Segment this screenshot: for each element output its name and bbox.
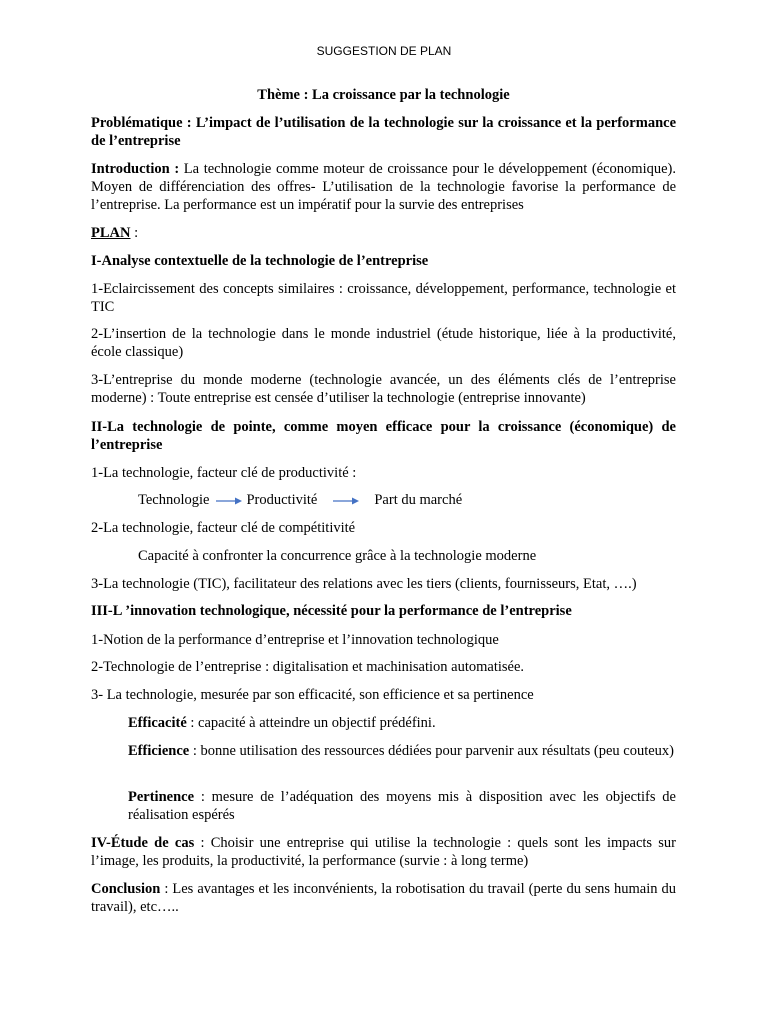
introduction-paragraph: [91, 160, 676, 214]
flow-step-technologie: Technologie: [138, 492, 210, 508]
part1-item-1: 1-Eclaircissement des concepts similaires : croissance, développement, performance, technologie et TIC: [91, 281, 676, 315]
part4-text: : Choisir une entreprise qui utilise la technologie : quels sont les impacts sur l’image, les produits, la productivité, la performance (survie : à long terme): [91, 835, 676, 869]
definition-pertinence: [128, 788, 676, 824]
part2-item-1: 1-La technologie, facteur clé de productivité :: [91, 465, 357, 481]
definition-text: : mesure de l’adéquation des moyens mis à disposition avec les objectifs de réalisation espérés: [128, 789, 676, 823]
introduction-label: Introduction :: [91, 161, 180, 177]
part2-title: [91, 418, 676, 454]
definition-efficience: [128, 742, 676, 760]
part2-item-2-detail: Capacité à confronter la concurrence grâce à la technologie moderne: [138, 548, 537, 564]
part2-title-text: II-La technologie de pointe, comme moyen efficace pour la croissance (économique) de l’entreprise: [91, 419, 676, 453]
part4-paragraph: [91, 834, 676, 870]
definition-text: : capacité à atteindre un objectif prédéfini.: [186, 715, 436, 731]
conclusion-paragraph: [91, 880, 676, 916]
part1-item-2: 2-L’insertion de la technologie dans le monde industriel (étude historique, liée à la productivité, école classique): [91, 326, 676, 360]
part1-item-3: 3-L’entreprise du monde moderne (technologie avancée, un des éléments clés de l’entreprise moderne) : Toute entreprise est censée d’utiliser la technologie (entreprise innovante): [91, 372, 676, 406]
part3-item-3: 3- La technologie, mesurée par son efficacité, son efficience et sa pertinence: [91, 687, 534, 703]
part3-item-2: 2-Technologie de l’entreprise : digitalisation et machinisation automatisée.: [91, 659, 525, 675]
part3-title-text: III-L ’innovation technologique, nécessité pour la performance de l’entreprise: [91, 603, 572, 619]
part2-item-2: 2-La technologie, facteur clé de compétitivité: [91, 520, 356, 536]
conclusion-text: : Les avantages et les inconvénients, la robotisation du travail (perte du sens humain du travail), etc…..: [91, 881, 676, 915]
arrow-right-icon: [216, 496, 242, 506]
problematique-paragraph: [91, 114, 676, 150]
page-header: SUGGESTION DE PLAN: [316, 44, 452, 58]
problematique-label: Problématique :: [91, 115, 192, 131]
arrow-right-icon: [333, 496, 359, 506]
plan-colon: :: [130, 225, 139, 241]
part2-item-3: 3-La technologie (TIC), facilitateur des relations avec les tiers (clients, fournisseurs, Etat, ….): [91, 576, 637, 592]
definition-term: Efficacité: [128, 715, 187, 731]
conclusion-label: Conclusion: [91, 881, 161, 897]
part3-item-1: 1-Notion de la performance d’entreprise et l’innovation technologique: [91, 632, 499, 648]
theme-title: [91, 86, 676, 104]
productivity-flow: [138, 491, 588, 509]
part1-title: [91, 252, 676, 270]
flow-step-productivite: Productivité: [246, 492, 318, 508]
problematique-text: L’impact de l’utilisation de la technologie sur la croissance et la performance de l’entreprise: [91, 115, 677, 149]
flow-step-part-du-marche: Part du marché: [374, 492, 463, 508]
plan-heading: [91, 224, 676, 242]
theme-text: Thème : La croissance par la technologie: [257, 87, 510, 103]
part1-title-text: I-Analyse contextuelle de la technologie de l’entreprise: [91, 253, 429, 269]
part4-label: IV-Étude de cas: [91, 835, 195, 851]
definition-efficacite: [128, 714, 676, 732]
plan-label: PLAN: [91, 225, 131, 241]
introduction-text: La technologie comme moteur de croissance pour le développement (économique). Moyen de différenciation des offres- L’utilisation de la technologie favorise la performance de l’entreprise. La performance est un impératif pour la survie des entreprises: [91, 161, 676, 213]
definition-text: : bonne utilisation des ressources dédiées pour parvenir aux résultats (peu couteux): [189, 743, 675, 759]
definition-term: Pertinence: [128, 789, 195, 805]
definition-term: Efficience: [128, 743, 190, 759]
part3-title: [91, 602, 676, 620]
